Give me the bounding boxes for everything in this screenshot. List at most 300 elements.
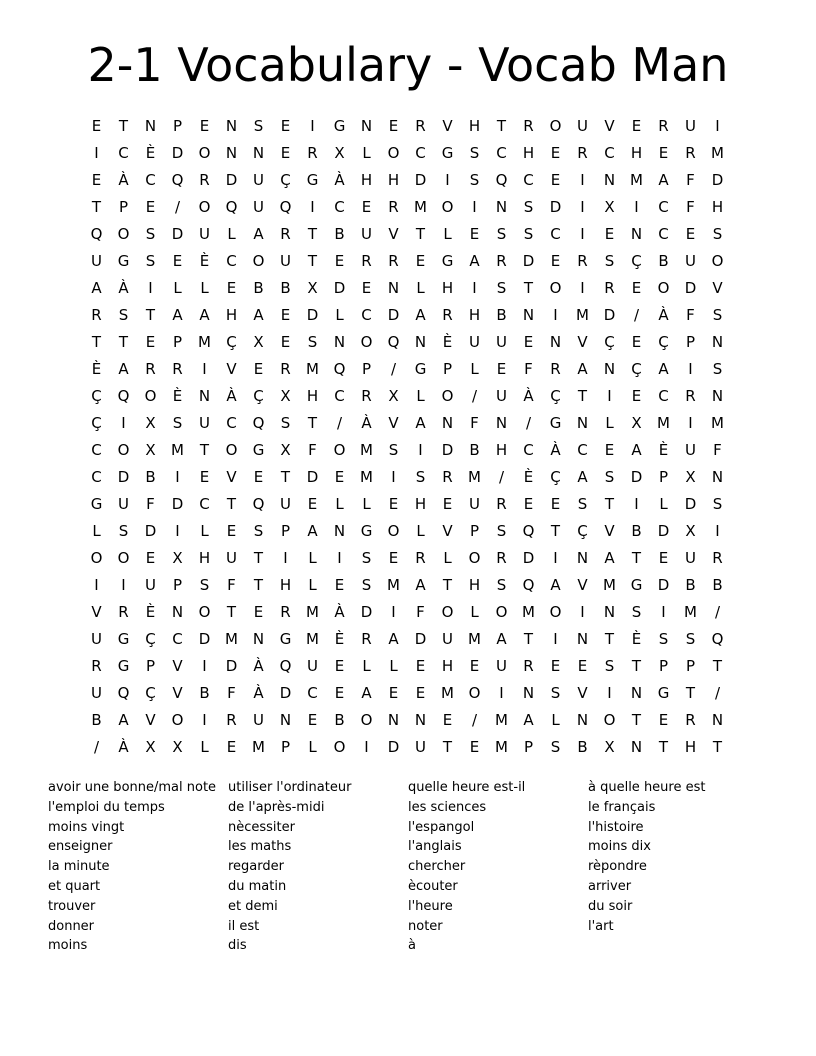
grid-letter: E xyxy=(550,143,561,162)
grid-letter: O xyxy=(657,278,670,297)
grid-letter: M xyxy=(306,602,319,621)
grid-letter: L xyxy=(362,143,371,162)
grid-letter: U xyxy=(226,548,237,567)
grid-letter: A xyxy=(118,710,129,729)
grid-letter: F xyxy=(713,440,722,459)
grid-letter: L xyxy=(416,278,425,297)
grid-letter: / xyxy=(714,683,721,702)
grid-letter: N xyxy=(387,710,400,729)
grid-letter: R xyxy=(442,305,453,324)
grid-letter: H xyxy=(279,575,292,594)
grid-letter: S xyxy=(199,575,210,594)
grid-letter: S xyxy=(712,359,723,378)
grid-letter: U xyxy=(118,494,129,513)
word-list-item: l'histoire xyxy=(588,819,644,835)
grid-letter: D xyxy=(387,737,400,756)
word-list-item: noter xyxy=(408,918,443,934)
grid-letter: E xyxy=(253,602,264,621)
word-list-item: l'emploi du temps xyxy=(48,799,165,815)
grid-letter: X xyxy=(685,467,696,486)
grid-letter: Ç xyxy=(550,467,561,486)
grid-letter: S xyxy=(658,629,669,648)
grid-letter: M xyxy=(657,413,670,432)
grid-letter: N xyxy=(630,683,643,702)
grid-letter: S xyxy=(118,305,129,324)
word-list-item: et quart xyxy=(48,878,101,894)
word-list-item: l'anglais xyxy=(408,839,462,855)
grid-letter: T xyxy=(415,224,426,243)
grid-letter: E xyxy=(550,494,561,513)
grid-letter: S xyxy=(604,251,615,270)
grid-letter: C xyxy=(172,629,183,648)
grid-letter: I xyxy=(283,548,288,567)
grid-letter: E xyxy=(145,332,156,351)
grid-letter: Ç xyxy=(280,170,291,189)
grid-letter: R xyxy=(388,197,399,216)
grid-letter: T xyxy=(91,197,102,216)
grid-letter: X xyxy=(334,143,345,162)
grid-letter: N xyxy=(603,170,616,189)
grid-letter: U xyxy=(361,224,372,243)
grid-letter: F xyxy=(227,683,236,702)
grid-letter: I xyxy=(148,278,153,297)
grid-letter: G xyxy=(117,656,130,675)
grid-letter: G xyxy=(252,440,265,459)
grid-letter: S xyxy=(496,575,507,594)
grid-letter: B xyxy=(91,710,102,729)
grid-letter: M xyxy=(495,710,508,729)
grid-letter: V xyxy=(145,710,156,729)
grid-letter: I xyxy=(445,170,450,189)
grid-letter: R xyxy=(280,359,291,378)
grid-letter: / xyxy=(471,710,478,729)
word-list-item: il est xyxy=(228,918,260,934)
grid-letter: D xyxy=(225,656,238,675)
grid-letter: H xyxy=(387,170,400,189)
grid-letter: A xyxy=(658,170,669,189)
grid-letter: M xyxy=(171,440,184,459)
grid-letter: À xyxy=(361,413,372,432)
grid-letter: T xyxy=(631,710,642,729)
grid-letter: U xyxy=(145,575,156,594)
grid-letter: V xyxy=(388,413,399,432)
grid-letter: A xyxy=(172,305,183,324)
grid-letter: E xyxy=(469,656,480,675)
grid-letter: Q xyxy=(279,197,292,216)
grid-letter: M xyxy=(495,737,508,756)
grid-letter: I xyxy=(364,737,369,756)
grid-letter: S xyxy=(415,467,426,486)
grid-letter: C xyxy=(199,494,210,513)
grid-letter: U xyxy=(91,683,102,702)
grid-letter: I xyxy=(202,710,207,729)
grid-letter: O xyxy=(117,548,130,567)
grid-letter: N xyxy=(549,332,562,351)
grid-letter: O xyxy=(171,710,184,729)
grid-letter: S xyxy=(469,143,480,162)
word-list-item: chercher xyxy=(408,859,466,875)
grid-letter: Ç xyxy=(631,251,642,270)
grid-letter: E xyxy=(658,143,669,162)
grid-letter: È xyxy=(523,467,534,486)
grid-letter: O xyxy=(441,602,454,621)
grid-letter: X xyxy=(604,737,615,756)
grid-letter: I xyxy=(688,359,693,378)
grid-letter: R xyxy=(91,656,102,675)
word-list-item: les maths xyxy=(228,839,292,855)
grid-letter: E xyxy=(334,467,345,486)
grid-letter: O xyxy=(711,251,724,270)
grid-letter: P xyxy=(658,656,669,675)
grid-letter: X xyxy=(172,548,183,567)
grid-letter: / xyxy=(714,602,721,621)
grid-letter: V xyxy=(577,332,588,351)
grid-letter: E xyxy=(604,224,615,243)
grid-letter: I xyxy=(607,386,612,405)
grid-letter: L xyxy=(659,494,668,513)
grid-letter: E xyxy=(631,386,642,405)
grid-letter: A xyxy=(469,251,480,270)
grid-letter: U xyxy=(496,386,507,405)
grid-letter: E xyxy=(172,251,183,270)
grid-letter: I xyxy=(472,278,477,297)
grid-letter: E xyxy=(388,683,399,702)
grid-letter: Q xyxy=(387,332,400,351)
grid-letter: Ç xyxy=(577,521,588,540)
grid-letter: B xyxy=(469,440,480,459)
grid-letter: L xyxy=(335,305,344,324)
grid-letter: R xyxy=(496,548,507,567)
grid-letter: A xyxy=(415,575,426,594)
grid-letter: X xyxy=(388,386,399,405)
grid-letter: M xyxy=(576,305,589,324)
grid-letter: T xyxy=(523,278,534,297)
grid-letter: N xyxy=(144,116,157,135)
grid-letter: O xyxy=(441,197,454,216)
grid-letter: E xyxy=(199,467,210,486)
grid-letter: I xyxy=(580,278,585,297)
grid-letter: I xyxy=(715,521,720,540)
grid-letter: A xyxy=(307,521,318,540)
grid-letter: È xyxy=(334,629,345,648)
grid-letter: O xyxy=(603,710,616,729)
grid-letter: Q xyxy=(522,575,535,594)
grid-letter: E xyxy=(577,656,588,675)
word-list xyxy=(48,778,768,956)
grid-letter: O xyxy=(360,332,373,351)
grid-letter: B xyxy=(496,305,507,324)
grid-letter: S xyxy=(361,575,372,594)
grid-letter: D xyxy=(198,629,211,648)
grid-letter: À xyxy=(118,278,129,297)
grid-letter: T xyxy=(577,386,588,405)
grid-letter: E xyxy=(442,494,453,513)
grid-letter: N xyxy=(603,602,616,621)
grid-letter: L xyxy=(335,494,344,513)
grid-letter: O xyxy=(549,602,562,621)
grid-letter: U xyxy=(469,494,480,513)
grid-letter: O xyxy=(333,440,346,459)
grid-letter: A xyxy=(253,224,264,243)
grid-letter: E xyxy=(685,224,696,243)
word-list-item: l'heure xyxy=(408,898,453,914)
word-list-item: donner xyxy=(48,918,95,934)
grid-letter: M xyxy=(603,575,616,594)
grid-letter: E xyxy=(388,116,399,135)
word-list-item: la minute xyxy=(48,859,110,875)
grid-letter: X xyxy=(145,440,156,459)
grid-letter: M xyxy=(414,197,427,216)
grid-letter: A xyxy=(577,359,588,378)
grid-letter: B xyxy=(280,278,291,297)
grid-letter: I xyxy=(607,683,612,702)
grid-letter: P xyxy=(685,332,696,351)
grid-letter: B xyxy=(685,575,696,594)
grid-letter: G xyxy=(279,629,292,648)
grid-letter: N xyxy=(414,332,427,351)
grid-letter: F xyxy=(686,305,695,324)
grid-letter: R xyxy=(280,602,291,621)
grid-letter: G xyxy=(441,143,454,162)
grid-letter: N xyxy=(495,197,508,216)
grid-letter: T xyxy=(712,737,723,756)
grid-letter: N xyxy=(576,629,589,648)
grid-letter: T xyxy=(442,575,453,594)
word-list-item: quelle heure est-il xyxy=(408,780,526,795)
grid-letter: L xyxy=(551,710,560,729)
grid-letter: S xyxy=(118,521,129,540)
grid-letter: N xyxy=(252,143,265,162)
grid-letter: S xyxy=(712,305,723,324)
grid-letter: E xyxy=(91,170,102,189)
word-list-column xyxy=(408,778,588,956)
grid-letter: N xyxy=(225,116,238,135)
grid-letter: H xyxy=(711,197,724,216)
grid-letter: C xyxy=(523,170,534,189)
grid-letter: O xyxy=(198,143,211,162)
grid-letter: T xyxy=(307,224,318,243)
grid-letter: À xyxy=(550,440,561,459)
grid-letter: I xyxy=(715,116,720,135)
word-list-item: du matin xyxy=(228,878,287,894)
grid-letter: X xyxy=(145,413,156,432)
grid-letter: N xyxy=(171,602,184,621)
grid-letter: Q xyxy=(252,413,265,432)
grid-letter: Q xyxy=(171,170,184,189)
grid-letter: L xyxy=(443,224,452,243)
grid-letter: L xyxy=(470,602,479,621)
grid-letter: X xyxy=(253,332,264,351)
grid-letter: E xyxy=(442,710,453,729)
grid-letter: S xyxy=(523,224,534,243)
grid-letter: S xyxy=(550,683,561,702)
grid-letter: I xyxy=(688,413,693,432)
grid-letter: X xyxy=(307,278,318,297)
grid-letter: E xyxy=(388,494,399,513)
word-list-column xyxy=(48,778,228,956)
grid-letter: À xyxy=(226,386,237,405)
grid-letter: S xyxy=(253,521,264,540)
grid-letter: S xyxy=(685,629,696,648)
grid-letter: D xyxy=(441,440,454,459)
grid-letter: O xyxy=(468,683,481,702)
grid-letter: S xyxy=(496,278,507,297)
grid-letter: H xyxy=(360,170,373,189)
grid-letter: M xyxy=(441,683,454,702)
grid-letter: U xyxy=(253,197,264,216)
grid-letter: Q xyxy=(495,170,508,189)
grid-letter: R xyxy=(685,143,696,162)
grid-letter: C xyxy=(415,143,426,162)
grid-letter: S xyxy=(712,494,723,513)
grid-letter: C xyxy=(307,683,318,702)
grid-letter: R xyxy=(307,143,318,162)
grid-letter: E xyxy=(550,251,561,270)
grid-letter: L xyxy=(362,494,371,513)
grid-letter: O xyxy=(387,521,400,540)
grid-letter: M xyxy=(306,629,319,648)
grid-letter: R xyxy=(523,116,534,135)
grid-letter: F xyxy=(416,602,425,621)
grid-letter: D xyxy=(144,521,157,540)
grid-letter: R xyxy=(172,359,183,378)
grid-letter: S xyxy=(253,116,264,135)
grid-letter: M xyxy=(360,440,373,459)
grid-letter: S xyxy=(280,413,291,432)
grid-letter: R xyxy=(712,548,723,567)
grid-letter: T xyxy=(496,116,507,135)
word-list-item: ècouter xyxy=(408,878,458,894)
grid-letter: G xyxy=(657,683,670,702)
grid-letter: E xyxy=(334,575,345,594)
grid-letter: M xyxy=(684,602,697,621)
grid-letter: U xyxy=(415,737,426,756)
grid-letter: O xyxy=(549,278,562,297)
grid-letter: / xyxy=(471,386,478,405)
grid-letter: F xyxy=(146,494,155,513)
grid-letter: È xyxy=(145,143,156,162)
grid-letter: / xyxy=(498,467,505,486)
grid-letter: R xyxy=(226,710,237,729)
grid-letter: Q xyxy=(279,656,292,675)
grid-letter: L xyxy=(308,737,317,756)
grid-letter: T xyxy=(550,521,561,540)
grid-letter: B xyxy=(658,251,669,270)
grid-letter: / xyxy=(336,413,343,432)
grid-letter: E xyxy=(604,440,615,459)
grid-letter: D xyxy=(306,305,319,324)
grid-letter: P xyxy=(442,359,453,378)
grid-letter: C xyxy=(334,386,345,405)
grid-letter: I xyxy=(175,521,180,540)
grid-letter: E xyxy=(631,332,642,351)
grid-letter: D xyxy=(549,197,562,216)
grid-letter: À xyxy=(118,170,129,189)
grid-letter: G xyxy=(441,251,454,270)
grid-letter: C xyxy=(604,143,615,162)
grid-letter: V xyxy=(226,467,237,486)
grid-letter: N xyxy=(360,116,373,135)
grid-letter: R xyxy=(91,305,102,324)
grid-letter: V xyxy=(172,683,183,702)
grid-letter: / xyxy=(525,413,532,432)
grid-letter: È xyxy=(442,332,453,351)
grid-letter: U xyxy=(253,710,264,729)
grid-letter: A xyxy=(577,467,588,486)
grid-letter: G xyxy=(90,494,103,513)
word-list-item: avoir une bonne/mal note xyxy=(48,780,217,795)
grid-letter: B xyxy=(631,521,642,540)
grid-letter: E xyxy=(550,170,561,189)
grid-letter: M xyxy=(306,359,319,378)
grid-letter: U xyxy=(91,629,102,648)
word-list-item: l'espangol xyxy=(408,819,475,835)
grid-letter: E xyxy=(334,656,345,675)
grid-letter: P xyxy=(685,656,696,675)
grid-letter: F xyxy=(470,413,479,432)
grid-letter: S xyxy=(604,656,615,675)
grid-letter: I xyxy=(580,224,585,243)
grid-letter: L xyxy=(470,359,479,378)
word-list-item: trouver xyxy=(48,898,96,914)
grid-letter: G xyxy=(117,629,130,648)
grid-letter: R xyxy=(685,710,696,729)
grid-letter: E xyxy=(523,494,534,513)
grid-letter: N xyxy=(441,413,454,432)
grid-letter: D xyxy=(387,305,400,324)
word-list-item: les sciences xyxy=(408,799,487,815)
grid-letter: P xyxy=(361,359,372,378)
grid-letter: I xyxy=(121,413,126,432)
grid-letter: L xyxy=(605,413,614,432)
grid-letter: O xyxy=(441,386,454,405)
word-list-item: dis xyxy=(228,938,247,954)
grid-letter: V xyxy=(172,656,183,675)
grid-letter: E xyxy=(415,251,426,270)
grid-letter: I xyxy=(310,197,315,216)
grid-letter: L xyxy=(308,575,317,594)
word-list-item: moins xyxy=(48,938,88,954)
grid-letter: E xyxy=(280,143,291,162)
grid-letter: N xyxy=(711,710,724,729)
grid-letter: M xyxy=(252,737,265,756)
grid-letter: C xyxy=(91,440,102,459)
grid-letter: N xyxy=(630,224,643,243)
grid-letter: Q xyxy=(711,629,724,648)
grid-letter: S xyxy=(604,467,615,486)
grid-letter: I xyxy=(580,197,585,216)
grid-letter: S xyxy=(550,737,561,756)
grid-letter: M xyxy=(198,332,211,351)
grid-letter: D xyxy=(360,602,373,621)
grid-letter: D xyxy=(117,467,130,486)
grid-letter: T xyxy=(280,467,291,486)
grid-letter: F xyxy=(308,440,317,459)
grid-letter: V xyxy=(388,224,399,243)
grid-letter: P xyxy=(172,575,183,594)
grid-letter: I xyxy=(553,548,558,567)
grid-letter: A xyxy=(118,359,129,378)
grid-letter: / xyxy=(633,305,640,324)
grid-letter: L xyxy=(200,737,209,756)
grid-letter: E xyxy=(658,548,669,567)
grid-letter: E xyxy=(631,116,642,135)
grid-letter: L xyxy=(92,521,101,540)
word-list-item: à quelle heure est xyxy=(588,780,706,795)
grid-letter: E xyxy=(145,548,156,567)
grid-letter: N xyxy=(522,683,535,702)
grid-letter: M xyxy=(468,629,481,648)
